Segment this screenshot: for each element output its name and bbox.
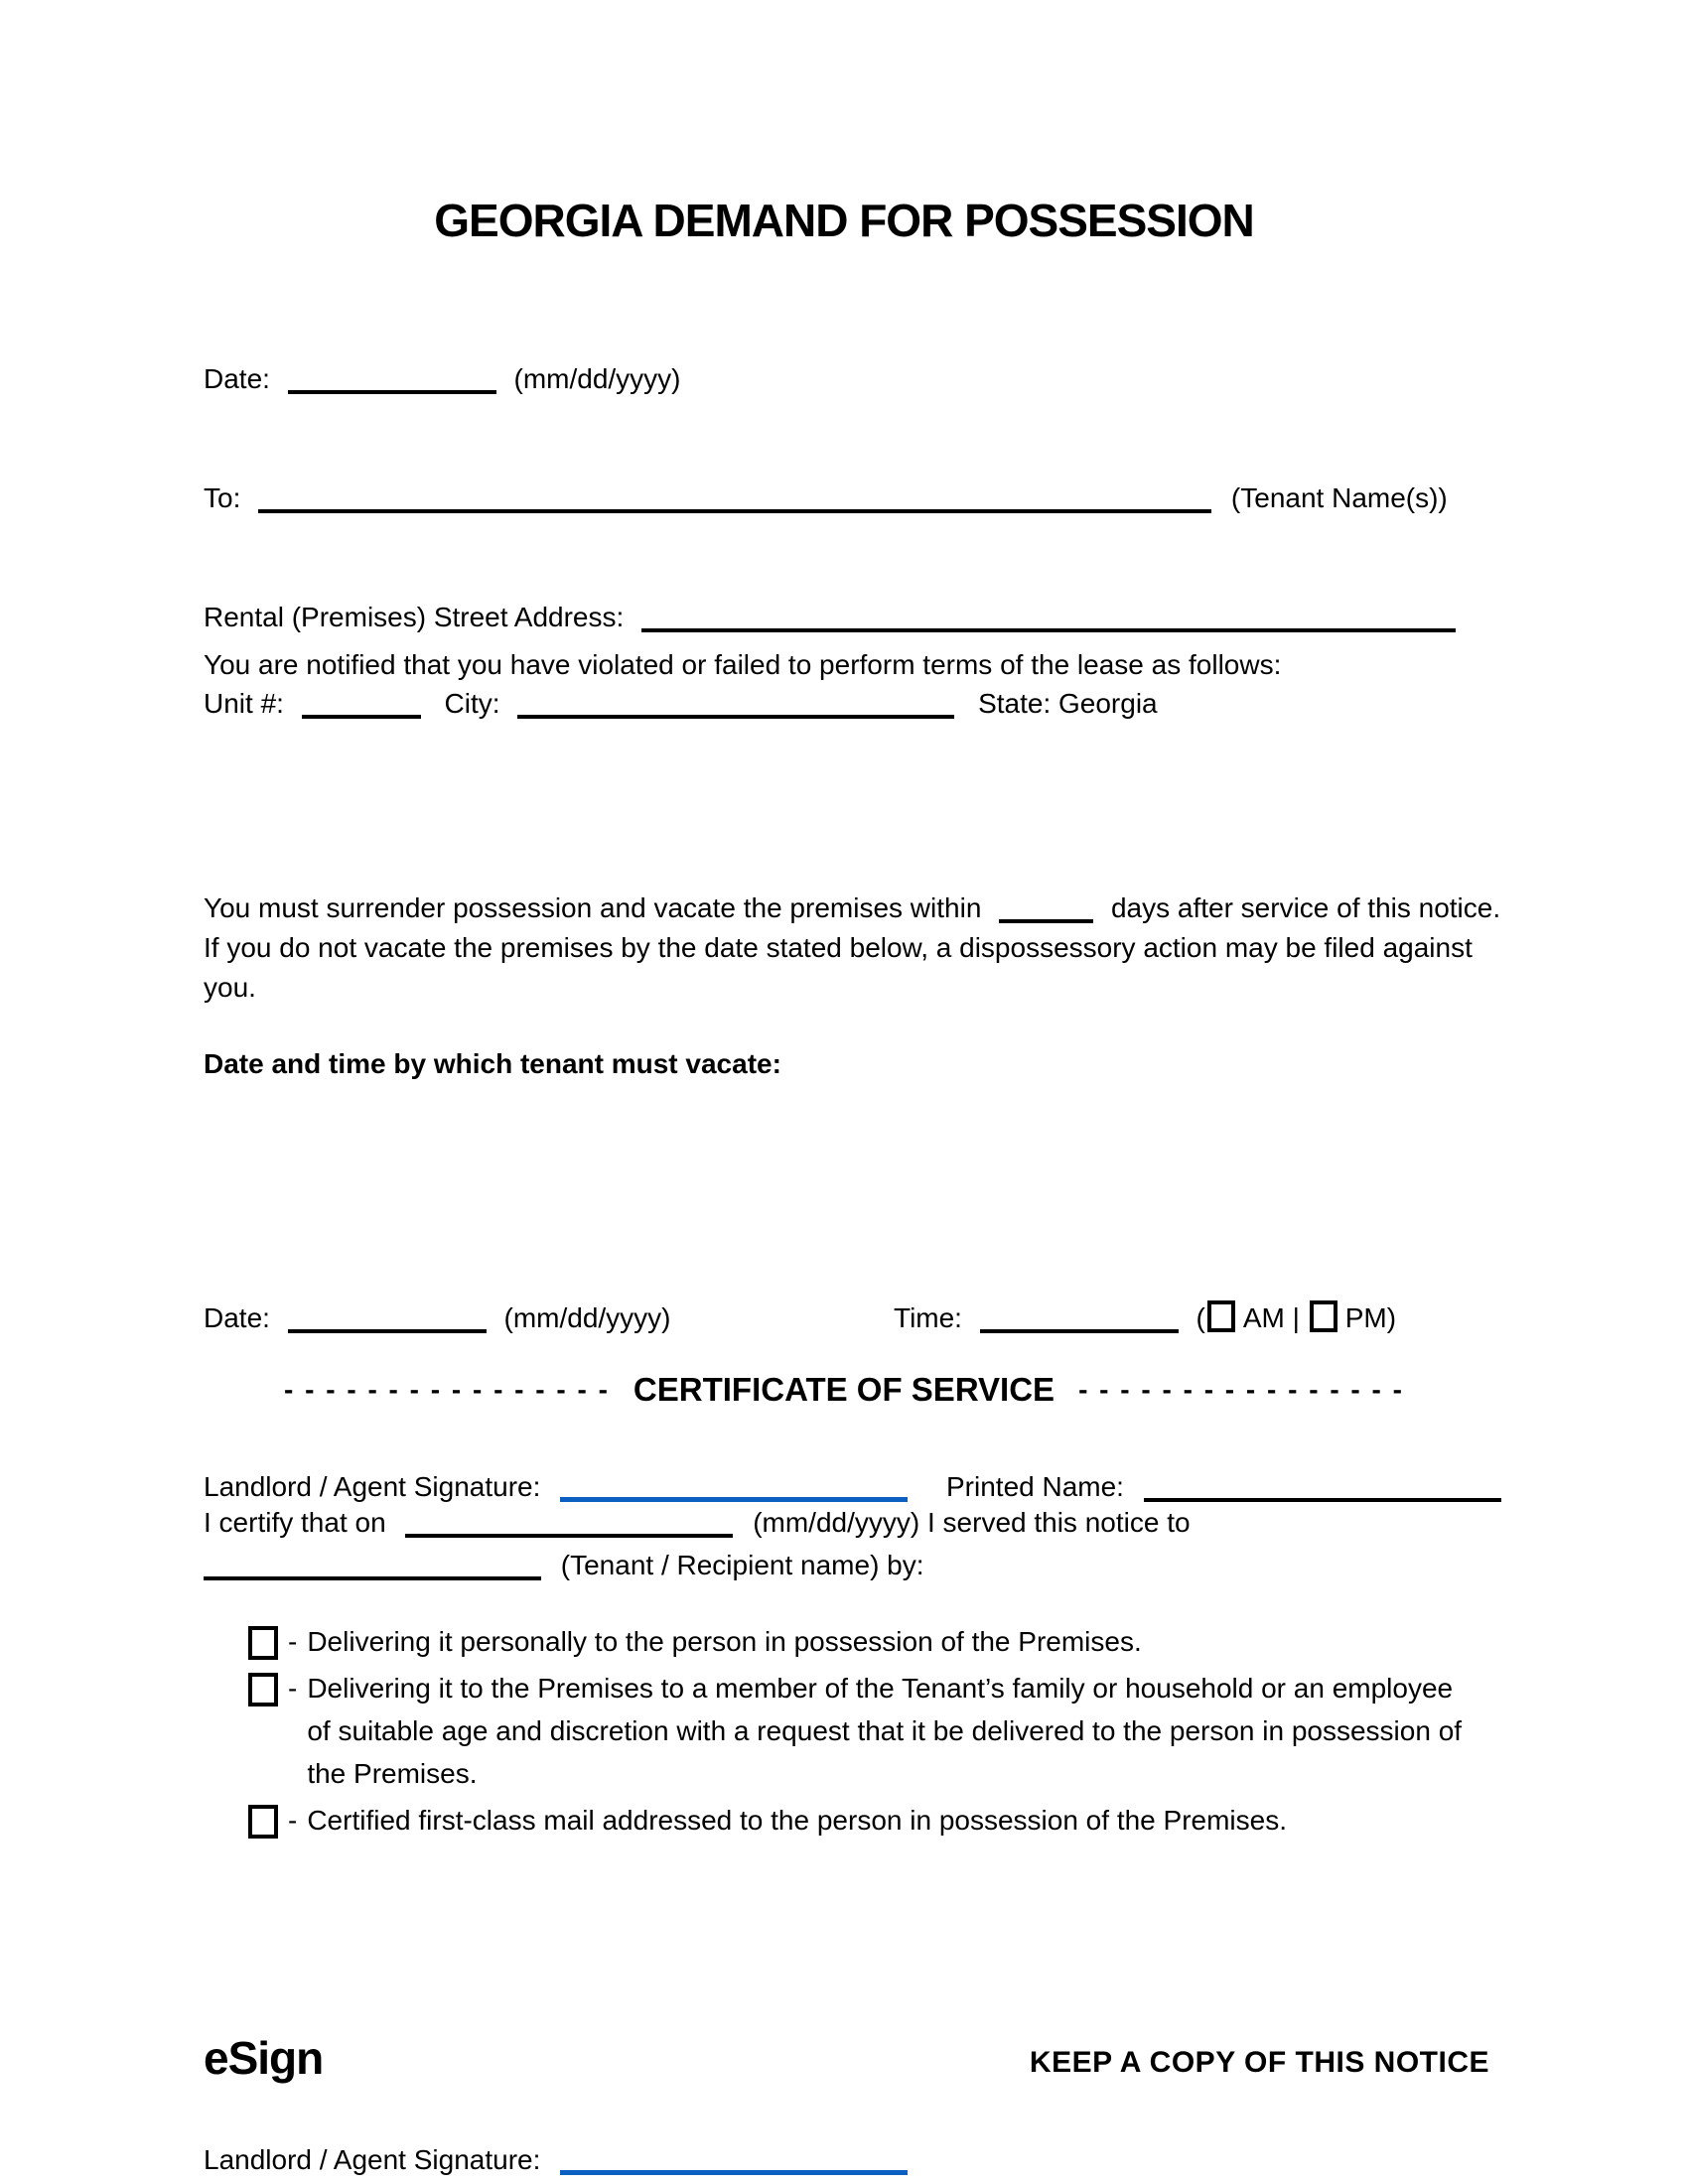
state-label: State: Georgia	[978, 688, 1158, 719]
vacate-date-group	[204, 1302, 671, 1333]
rental-address-field[interactable]	[641, 603, 1456, 632]
to-line	[204, 478, 1489, 522]
landlord-signature-group	[204, 1471, 908, 1502]
pm-label: PM	[1344, 1302, 1387, 1333]
city-label: City:	[444, 688, 500, 719]
vacate-heading: Date and time by which tenant must vacate:	[204, 1048, 781, 1079]
bottom-signature-field[interactable]	[560, 2144, 908, 2175]
certificate-dashes-left: - - - - - - - - - - - - - - - -	[284, 1374, 610, 1405]
service-option-personal	[248, 1620, 1489, 1663]
page-title: GEORGIA DEMAND FOR POSSESSION	[434, 195, 1254, 246]
certify-line-1	[204, 1501, 1489, 1544]
certificate-dashes-right: - - - - - - - - - - - - - - - -	[1078, 1374, 1404, 1405]
certify-text-after: (mm/dd/yyyy) I served this notice to	[753, 1507, 1191, 1538]
days-field[interactable]	[999, 893, 1093, 923]
option-dash: -	[288, 1626, 298, 1657]
option-text: Delivering it personally to the person in possession of the Premises.	[307, 1626, 1142, 1657]
unit-city-state-line	[204, 684, 1489, 728]
bottom-signature-label: Landlord / Agent Signature:	[204, 2144, 541, 2175]
rental-address-line	[204, 598, 1489, 641]
date-label: Date:	[204, 363, 270, 394]
service-option-household	[248, 1667, 1489, 1795]
service-options-list	[248, 1620, 1489, 1845]
certificate-heading-line	[0, 1370, 1688, 1410]
date-line	[204, 359, 1489, 403]
option-text: Delivering it to the Premises to a member of the Tenant’s family or household or an employee of suitable age and discretion with a request that it be delivered to the person in possession of the Premises.	[307, 1673, 1463, 1789]
certify-text-before: I certify that on	[204, 1507, 386, 1538]
household-delivery-checkbox[interactable]	[248, 1673, 278, 1706]
vacate-time-group	[894, 1298, 1396, 1338]
recipient-hint: (Tenant / Recipient name) by:	[560, 1550, 924, 1580]
unit-label: Unit #:	[204, 688, 284, 719]
option-text: Certified first-class mail addressed to the person in possession of the Premises.	[307, 1805, 1287, 1836]
am-checkbox[interactable]	[1207, 1300, 1235, 1332]
tenant-names-hint: (Tenant Name(s))	[1230, 482, 1448, 513]
landlord-signature-label: Landlord / Agent Signature:	[204, 1471, 541, 1502]
vacate-date-format-hint: (mm/dd/yyyy)	[503, 1302, 671, 1333]
date-format-hint: (mm/dd/yyyy)	[513, 363, 681, 394]
vacate-date-field[interactable]	[288, 1303, 487, 1333]
option-dash: -	[288, 1805, 298, 1836]
certify-paragraph	[204, 1501, 1489, 1586]
surrender-text-before: You must surrender possession and vacate the premises within	[204, 892, 982, 923]
vacate-date-time-row	[204, 1298, 1489, 1342]
ampm-separator: |	[1292, 1302, 1300, 1333]
vacate-date-label: Date:	[204, 1302, 270, 1333]
service-option-mail	[248, 1799, 1489, 1842]
keep-copy-notice: KEEP A COPY OF THIS NOTICE	[1029, 2046, 1489, 2079]
time-field[interactable]	[980, 1303, 1179, 1333]
time-label: Time:	[894, 1302, 962, 1333]
surrender-paragraph	[204, 888, 1504, 1008]
ampm-open-paren: (	[1196, 1302, 1205, 1333]
option-dash: -	[288, 1673, 298, 1704]
tenant-names-field[interactable]	[258, 483, 1211, 513]
recipient-name-field[interactable]	[204, 1551, 541, 1580]
bottom-signature-row	[204, 2140, 1489, 2184]
landlord-signature-field[interactable]	[560, 1471, 908, 1502]
to-label: To:	[204, 482, 241, 513]
printed-name-field[interactable]	[1144, 1472, 1501, 1502]
rental-address-label: Rental (Premises) Street Address:	[204, 602, 625, 632]
date-field[interactable]	[288, 364, 496, 394]
city-field[interactable]	[517, 689, 954, 719]
personal-delivery-checkbox[interactable]	[248, 1626, 278, 1660]
unit-field[interactable]	[302, 689, 421, 719]
certify-date-field[interactable]	[405, 1508, 733, 1538]
esign-logo: eSign	[204, 2032, 324, 2084]
printed-name-label: Printed Name:	[946, 1471, 1124, 1502]
certificate-heading: CERTIFICATE OF SERVICE	[633, 1371, 1055, 1408]
surrender-text-after: days after service of this notice. If you do not vacate the premises by the date stated below, a dispossessory action may be filed against you.	[204, 892, 1501, 1003]
pm-checkbox[interactable]	[1310, 1300, 1337, 1332]
certify-line-2	[204, 1544, 1489, 1586]
ampm-close-paren: )	[1386, 1302, 1397, 1333]
certified-mail-checkbox[interactable]	[248, 1805, 278, 1839]
page-footer	[204, 2033, 1489, 2083]
notice-intro-text: You are notified that you have violated or failed to perform terms of the lease as follows:	[204, 649, 1282, 680]
am-label: AM	[1242, 1302, 1285, 1333]
